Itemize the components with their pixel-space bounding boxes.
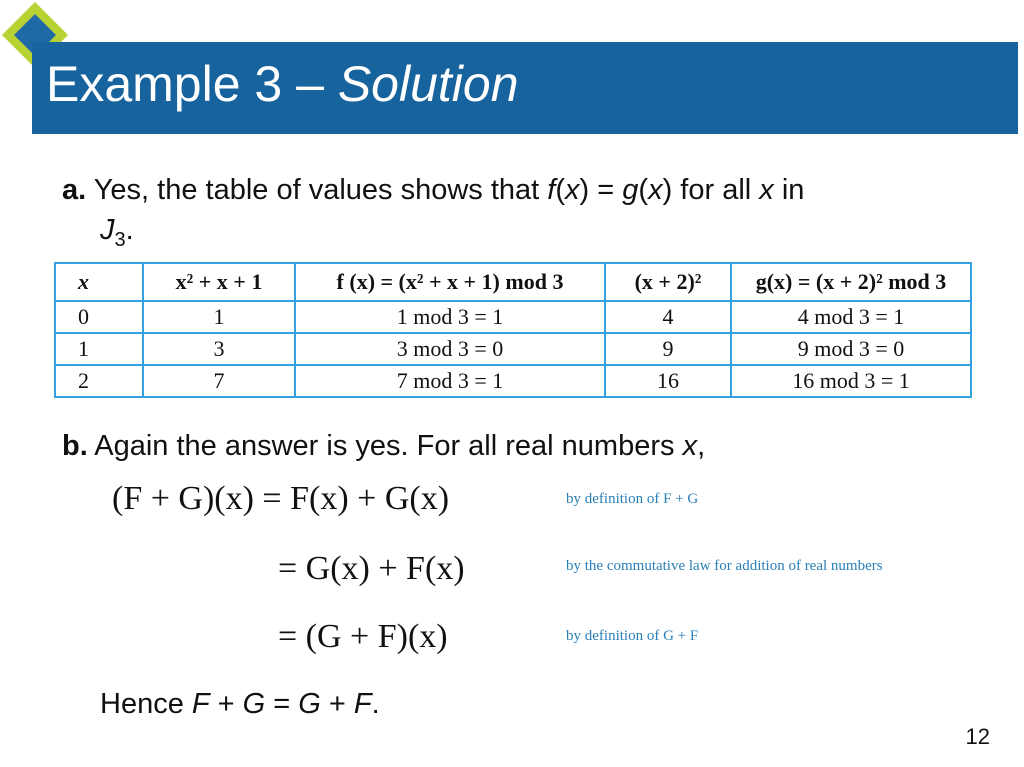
part-a-line2 [62, 210, 962, 260]
table-cell: 1 [143, 301, 295, 333]
period: . [371, 688, 380, 720]
equation-line-3: = (G + F)(x) [278, 618, 448, 655]
hence-text: Hence [100, 688, 192, 720]
title-plain: Example 3 – [46, 56, 338, 112]
table-cell: 16 [605, 365, 731, 397]
part-a-paragraph [62, 170, 962, 260]
table-cell: 7 [143, 365, 295, 397]
table-header-row [55, 263, 971, 301]
var-g: g [622, 174, 639, 206]
period: . [125, 214, 134, 246]
var-x: x [648, 174, 663, 206]
var-G: G [242, 688, 266, 720]
table-row [55, 365, 971, 397]
equals: = [589, 174, 623, 206]
part-b-label: b. [62, 430, 88, 462]
table-cell: 9 [605, 333, 731, 365]
table-cell: 4 mod 3 = 1 [731, 301, 971, 333]
part-b-text: Again the answer is yes. For all real numbers [87, 430, 683, 462]
justification-1: by definition of F + G [566, 491, 699, 507]
table-cell: 0 [55, 301, 143, 333]
table-header: x [55, 263, 143, 301]
table-row [55, 333, 971, 365]
comma: , [697, 430, 706, 462]
table-cell: 4 [605, 301, 731, 333]
justification-2: by the commutative law for addition of real numbers [566, 558, 883, 574]
equals: = [265, 688, 299, 720]
plus: + [209, 688, 243, 720]
slide-title [46, 54, 519, 114]
table-header: (x + 2)² [605, 263, 731, 301]
plus: + [320, 688, 354, 720]
var-x: x [759, 174, 774, 206]
table-cell: 2 [55, 365, 143, 397]
table-cell: 3 [143, 333, 295, 365]
page-number: 12 [965, 724, 990, 749]
table-header: g(x) = (x + 2)² mod 3 [731, 263, 971, 301]
justification-3: by definition of G + F [566, 628, 699, 644]
title-italic: Solution [337, 56, 519, 112]
paren: ) [579, 174, 590, 206]
part-a-text: Yes, the table of values shows that [86, 174, 548, 206]
equation-line-1: (F + G)(x) = F(x) + G(x) [112, 480, 450, 517]
var-J: J [100, 214, 115, 246]
table-cell: 9 mod 3 = 0 [731, 333, 971, 365]
values-table [54, 262, 972, 398]
table-header: f (x) = (x² + x + 1) mod 3 [295, 263, 605, 301]
part-a-text: in [773, 174, 805, 206]
table-header: x² + x + 1 [143, 263, 295, 301]
var-G: G [298, 688, 321, 720]
table-row [55, 301, 971, 333]
table-cell: 3 mod 3 = 0 [295, 333, 605, 365]
paren: ( [638, 174, 649, 206]
conclusion-line [100, 684, 380, 724]
paren: ) [662, 174, 673, 206]
part-b-paragraph [62, 426, 962, 466]
paren: ( [555, 174, 566, 206]
var-f: f [547, 174, 556, 206]
subscript-3: 3 [114, 228, 126, 251]
var-F: F [191, 688, 210, 720]
var-F: F [353, 688, 372, 720]
table-cell: 1 [55, 333, 143, 365]
part-a-label: a. [62, 174, 87, 206]
table-cell: 16 mod 3 = 1 [731, 365, 971, 397]
table-cell: 1 mod 3 = 1 [295, 301, 605, 333]
table-cell: 7 mod 3 = 1 [295, 365, 605, 397]
equation-line-2: = G(x) + F(x) [278, 550, 465, 587]
var-x: x [682, 430, 698, 462]
var-x: x [565, 174, 580, 206]
part-a-text: for all [672, 174, 760, 206]
